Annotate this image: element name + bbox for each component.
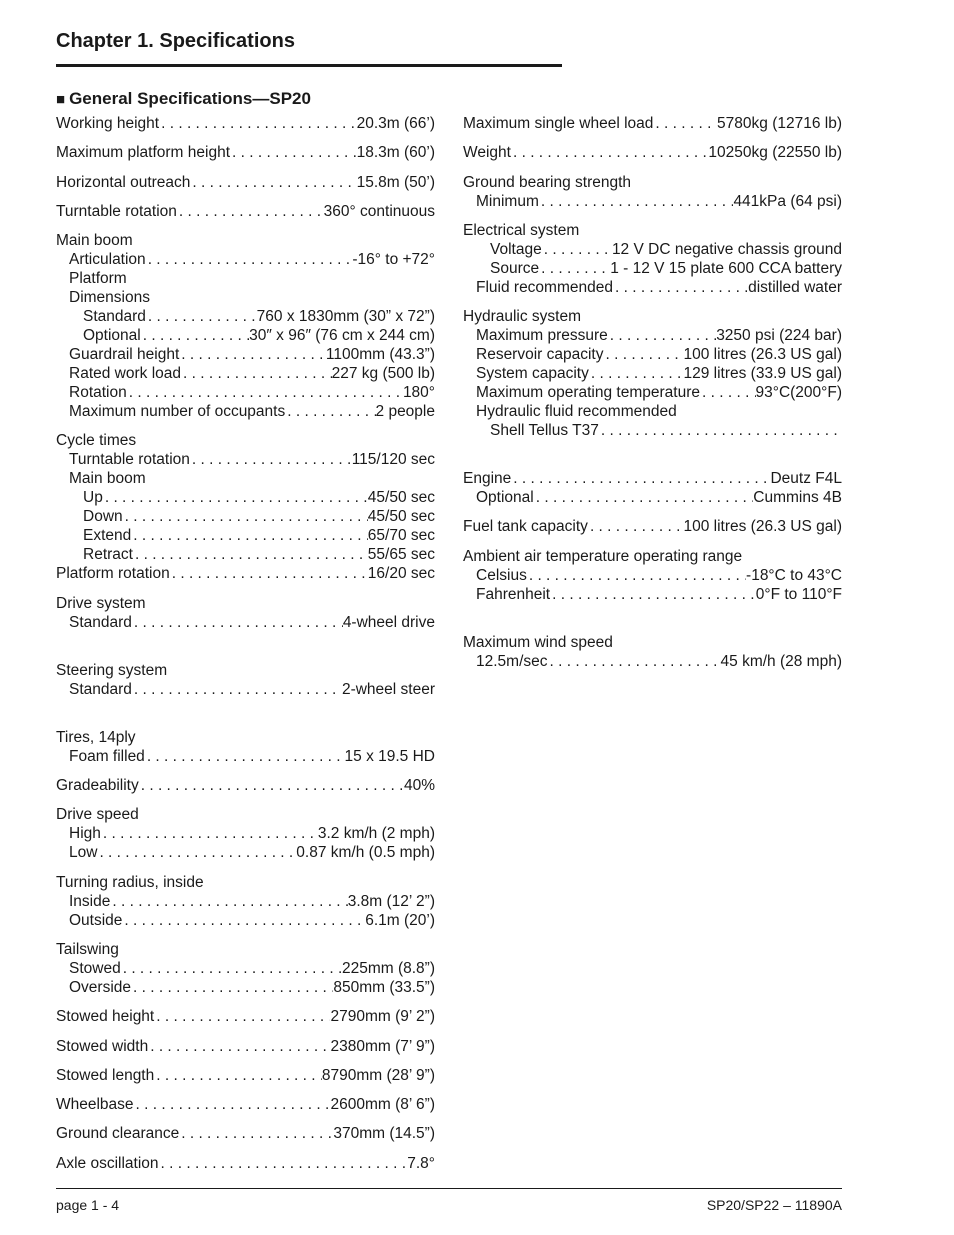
dot-leader — [181, 364, 332, 383]
spec-row — [56, 326, 435, 345]
spec-value: 12 V DC negative chassis ground — [611, 240, 842, 258]
spec-label: Axle oscillation — [56, 1154, 159, 1172]
spec-row — [56, 545, 435, 564]
spec-value: 2600mm (8’ 6”) — [330, 1096, 435, 1114]
dot-leader — [190, 173, 356, 192]
spec-value: 360° continuous — [323, 202, 435, 220]
spec-group-heading: Main boom — [69, 470, 146, 488]
spec-value: 180° — [402, 384, 435, 402]
spec-label: Optional — [83, 327, 141, 345]
spec-value: distilled water — [748, 278, 842, 296]
spec-label: Stowed — [69, 959, 121, 977]
spec-value: 8790mm (28’ 9”) — [321, 1066, 435, 1084]
spec-row — [56, 1154, 435, 1173]
spec-label: Engine — [463, 470, 512, 488]
spec-value: 30″ x 96″ (76 cm x 244 cm) — [249, 327, 435, 345]
spec-value: 370mm (14.5”) — [333, 1125, 435, 1143]
spec-group-heading: Tailswing — [56, 940, 119, 958]
spec-value: 0°F to 110°F — [755, 585, 842, 603]
dot-leader — [145, 747, 345, 766]
spec-row — [56, 450, 435, 469]
spec-value: 1 - 12 V 15 plate 600 CCA battery — [610, 259, 842, 277]
chapter-rule — [56, 64, 562, 67]
spec-group-heading: Dimensions — [69, 289, 150, 307]
dot-leader — [134, 1095, 331, 1114]
spec-group-heading: Electrical system — [463, 221, 580, 239]
spec-row — [56, 747, 435, 766]
spec-value: 5780kg (12716 lb) — [717, 115, 842, 132]
spec-label: Maximum number of occupants — [69, 403, 286, 421]
spec-value: 1100mm (43.3”) — [325, 346, 435, 364]
spec-row — [56, 345, 435, 364]
dot-leader — [132, 680, 342, 699]
spec-value: 10250kg (22550 lb) — [708, 144, 842, 162]
spec-label: Low — [69, 844, 98, 862]
dot-leader — [589, 364, 684, 383]
spec-row — [56, 892, 435, 911]
spec-label: 12.5m/sec — [476, 652, 548, 670]
spec-row — [56, 1095, 435, 1114]
spec-value: 0.87 km/h (0.5 mph) — [296, 844, 435, 862]
spec-row — [463, 566, 842, 585]
spec-group-heading: Main boom — [56, 232, 133, 250]
spec-label: Voltage — [490, 240, 542, 258]
dot-leader — [110, 892, 347, 911]
dot-leader — [131, 978, 333, 997]
spec-column-left — [56, 114, 435, 1173]
spec-row — [56, 911, 435, 930]
spec-label: High — [69, 825, 101, 843]
spec-value: Cummins 4B — [753, 489, 842, 507]
spec-value: 20.3m (66’) — [356, 115, 435, 132]
spec-label: Standard — [83, 308, 146, 326]
spec-value: 100 litres (26.3 US gal) — [683, 518, 842, 536]
dot-leader — [511, 469, 770, 488]
spec-label: Optional — [476, 489, 534, 507]
footer-rule — [56, 1188, 842, 1189]
spec-value: 55/65 sec — [367, 546, 435, 564]
spec-label: Stowed width — [56, 1037, 149, 1055]
section-title-text: General Specifications—SP20 — [69, 89, 311, 108]
spec-label: Shell Tellus T37 — [490, 422, 599, 440]
spec-label: Fuel tank capacity — [463, 518, 588, 536]
spec-value: Deutz F4L — [770, 470, 842, 488]
dot-leader — [604, 345, 684, 364]
spec-row — [56, 1124, 435, 1143]
spec-value: 18.3m (60’) — [356, 144, 435, 162]
spec-row — [56, 776, 435, 795]
document-id: SP20/SP22 – 11890A — [706, 1197, 842, 1213]
spec-label: Rated work load — [69, 365, 182, 383]
spec-row — [56, 613, 435, 632]
spec-label: Minimum — [476, 192, 539, 210]
spec-label: Celsius — [476, 566, 527, 584]
dot-leader — [139, 776, 404, 795]
spec-value: 45 km/h (28 mph) — [720, 652, 842, 670]
dot-leader — [527, 566, 746, 585]
spec-label: Horizontal outreach — [56, 173, 191, 191]
dot-leader — [127, 383, 403, 402]
dot-leader — [133, 545, 368, 564]
dot-leader — [103, 488, 368, 507]
spec-label: Gradeability — [56, 777, 139, 795]
spec-row — [463, 326, 842, 345]
spec-label: Stowed length — [56, 1066, 155, 1084]
spec-group-heading: Hydraulic fluid recommended — [476, 403, 677, 421]
spec-group-heading: Ambient air temperature operating range — [463, 547, 743, 565]
dot-leader — [121, 959, 342, 978]
dot-leader — [159, 114, 356, 133]
spec-label: Turntable rotation — [56, 202, 177, 220]
spec-row — [56, 114, 435, 133]
dot-leader — [132, 613, 343, 632]
spec-row — [56, 383, 435, 402]
spec-value: 3.8m (12’ 2”) — [347, 892, 435, 910]
spec-label: Overside — [69, 978, 132, 996]
spec-label: Platform rotation — [56, 565, 170, 583]
dot-leader — [653, 114, 717, 133]
dot-leader — [539, 192, 734, 211]
spec-row — [56, 959, 435, 978]
spec-label: Standard — [69, 613, 132, 631]
spec-group-heading: Drive speed — [56, 806, 139, 824]
spec-row — [463, 383, 842, 402]
spec-value: 2-wheel steer — [341, 680, 435, 698]
spec-value: -16° to +72° — [352, 251, 435, 269]
spec-label: Stowed height — [56, 1008, 155, 1026]
dot-leader — [613, 278, 748, 297]
spec-group-heading: Drive system — [56, 594, 146, 612]
dot-leader — [148, 1037, 330, 1056]
spec-value: 760 x 1830mm (30” x 72”) — [256, 308, 435, 326]
spec-row — [463, 259, 842, 278]
spec-row — [56, 1066, 435, 1085]
spec-row — [56, 488, 435, 507]
spec-row — [463, 345, 842, 364]
page-number: page 1 - 4 — [56, 1197, 120, 1213]
dot-leader — [122, 911, 365, 930]
spec-value: 225mm (8.8”) — [341, 959, 435, 977]
spec-row — [56, 843, 435, 862]
spec-row — [56, 680, 435, 699]
dot-leader — [588, 517, 684, 536]
spec-value: 4-wheel drive — [342, 613, 435, 631]
spec-label: Maximum pressure — [476, 327, 608, 345]
dot-leader — [190, 450, 352, 469]
chapter-title: Chapter 1. Specifications — [56, 30, 295, 52]
spec-label: Fahrenheit — [476, 585, 551, 603]
dot-leader — [97, 843, 296, 862]
dot-leader — [159, 1154, 408, 1173]
spec-label: Maximum platform height — [56, 144, 231, 162]
dot-leader — [700, 383, 756, 402]
spec-label: Up — [83, 489, 103, 507]
section-title — [56, 89, 311, 109]
spec-value: 7.8° — [407, 1154, 435, 1172]
spec-value: 15 x 19.5 HD — [344, 747, 435, 765]
spec-row — [56, 507, 435, 526]
dot-leader — [179, 1124, 333, 1143]
dot-leader — [534, 488, 754, 507]
spec-value: 45/50 sec — [367, 508, 435, 526]
spec-value: 129 litres (33.9 US gal) — [683, 365, 842, 383]
spec-label: Standard — [69, 680, 132, 698]
spec-label: Maximum single wheel load — [463, 115, 654, 132]
spec-group-heading: Maximum wind speed — [463, 633, 613, 651]
spec-label: Source — [490, 259, 540, 277]
spec-row — [56, 250, 435, 269]
spec-group-heading: Turning radius, inside — [56, 873, 204, 891]
dot-leader — [154, 1007, 330, 1026]
spec-row — [463, 517, 842, 536]
spec-row — [463, 114, 842, 133]
dot-leader — [154, 1066, 322, 1085]
spec-row — [56, 202, 435, 221]
spec-row — [56, 824, 435, 843]
dot-leader — [177, 202, 324, 221]
spec-label: Weight — [463, 144, 511, 162]
dot-leader — [123, 507, 368, 526]
spec-row — [463, 192, 842, 211]
spec-group-heading: Ground bearing strength — [463, 173, 632, 191]
spec-label: Ground clearance — [56, 1125, 180, 1143]
dot-leader — [539, 259, 610, 278]
dot-leader — [131, 526, 368, 545]
spec-row — [463, 652, 842, 671]
spec-value: 3250 psi (224 bar) — [716, 327, 842, 345]
spec-label: Working height — [56, 115, 160, 132]
spec-label: Foam filled — [69, 747, 145, 765]
spec-row — [56, 526, 435, 545]
spec-label: Maximum operating temperature — [476, 384, 700, 402]
spec-value: 65/70 sec — [367, 527, 435, 545]
spec-row — [463, 488, 842, 507]
spec-row — [56, 978, 435, 997]
spec-value: 850mm (33.5”) — [333, 978, 435, 996]
spec-column-right — [463, 114, 842, 671]
spec-group-heading: Hydraulic system — [463, 308, 581, 326]
dot-leader — [542, 240, 612, 259]
spec-row — [463, 585, 842, 604]
dot-leader — [285, 402, 375, 421]
spec-value: 227 kg (500 lb) — [331, 365, 435, 383]
spec-label: Fluid recommended — [476, 278, 613, 296]
spec-label: Inside — [69, 892, 111, 910]
dot-leader — [511, 143, 708, 162]
spec-value: 16/20 sec — [367, 565, 435, 583]
spec-value: -18°C to 43°C — [746, 566, 842, 584]
spec-value: 100 litres (26.3 US gal) — [683, 346, 842, 364]
spec-value: 2 people — [375, 403, 435, 421]
spec-row — [56, 143, 435, 162]
spec-row — [463, 278, 842, 297]
dot-leader — [146, 250, 353, 269]
spec-value: 93°C(200°F) — [755, 384, 842, 402]
dot-leader — [101, 824, 318, 843]
spec-group-heading: Tires, 14ply — [56, 728, 136, 746]
dot-leader — [141, 326, 249, 345]
dot-leader — [608, 326, 716, 345]
spec-row — [56, 173, 435, 192]
spec-value: 6.1m (20’) — [365, 911, 435, 929]
spec-label: Wheelbase — [56, 1096, 134, 1114]
spec-row — [463, 143, 842, 162]
black-square-bullet-icon: ■ — [56, 91, 66, 108]
dot-leader — [548, 652, 721, 671]
spec-row — [56, 402, 435, 421]
spec-row — [56, 307, 435, 326]
dot-leader — [179, 345, 326, 364]
spec-value: 3.2 km/h (2 mph) — [317, 825, 435, 843]
spec-value: 40% — [403, 777, 435, 795]
spec-row — [463, 421, 842, 440]
spec-label: Outside — [69, 911, 123, 929]
spec-label: Down — [83, 508, 123, 526]
spec-row — [463, 240, 842, 259]
spec-value: 2790mm (9’ 2”) — [330, 1008, 435, 1026]
spec-row — [463, 469, 842, 488]
spec-value: 441kPa (64 psi) — [733, 192, 842, 210]
spec-label: System capacity — [476, 365, 589, 383]
dot-leader — [230, 143, 357, 162]
spec-label: Guardrail height — [69, 346, 180, 364]
dot-leader — [146, 307, 257, 326]
spec-label: Retract — [83, 546, 133, 564]
spec-group-heading: Cycle times — [56, 432, 137, 450]
spec-row — [463, 364, 842, 383]
spec-row — [56, 1007, 435, 1026]
spec-row — [56, 564, 435, 583]
spec-value: 115/120 sec — [351, 451, 435, 469]
spec-group-heading: Steering system — [56, 661, 168, 679]
spec-row — [56, 364, 435, 383]
dot-leader — [550, 585, 756, 604]
dot-leader — [599, 421, 842, 440]
spec-value: 45/50 sec — [367, 489, 435, 507]
spec-label: Reservoir capacity — [476, 346, 604, 364]
spec-label: Turntable rotation — [69, 451, 190, 469]
spec-label: Articulation — [69, 251, 146, 269]
spec-value: 2380mm (7’ 9”) — [330, 1037, 435, 1055]
spec-label: Extend — [83, 527, 132, 545]
spec-value: 15.8m (50’) — [356, 173, 435, 191]
dot-leader — [170, 564, 368, 583]
spec-row — [56, 1037, 435, 1056]
spec-group-heading: Platform — [69, 270, 127, 288]
spec-label: Rotation — [69, 384, 127, 402]
